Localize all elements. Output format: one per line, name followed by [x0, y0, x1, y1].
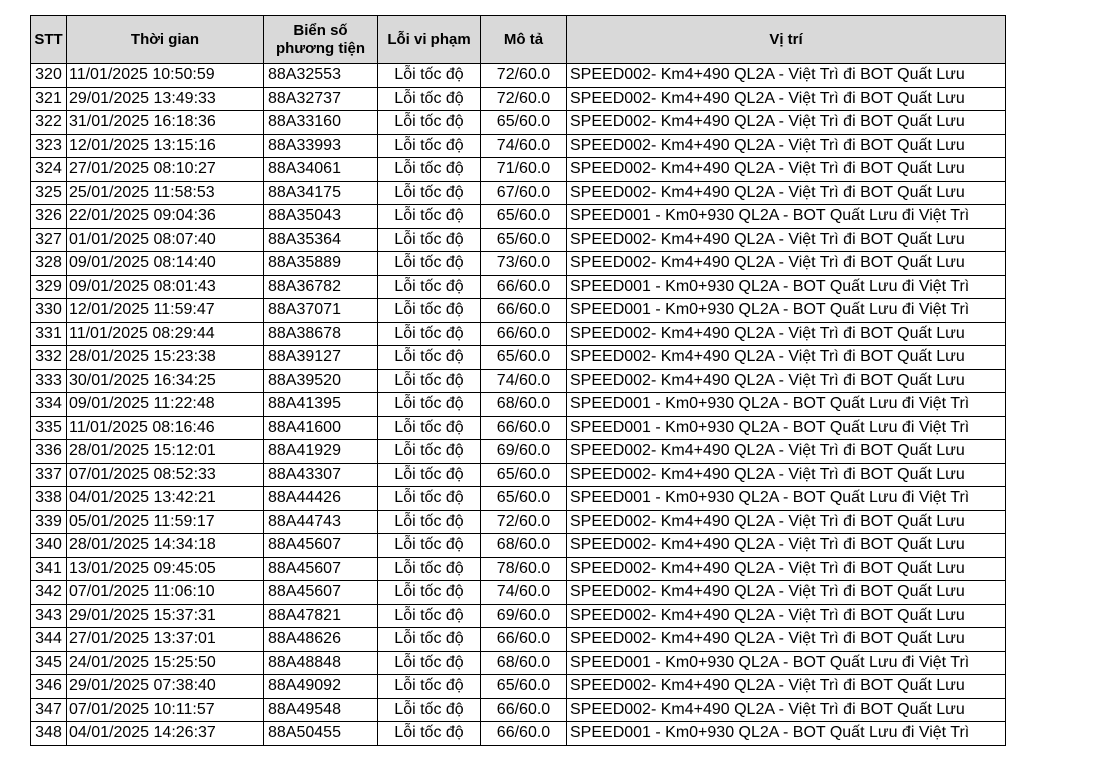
- cell-time: 29/01/2025 15:37:31: [67, 604, 264, 628]
- cell-stt: 339: [31, 510, 67, 534]
- cell-location: SPEED001 - Km0+930 QL2A - BOT Quất Lưu đi Việt Trì: [567, 299, 1006, 323]
- table-row: [31, 346, 1006, 370]
- cell-desc: 65/60.0: [481, 463, 567, 487]
- table-row: [31, 299, 1006, 323]
- cell-location: SPEED001 - Km0+930 QL2A - BOT Quất Lưu đi Việt Trì: [567, 275, 1006, 299]
- cell-location: SPEED002- Km4+490 QL2A - Việt Trì đi BOT Quất Lưu: [567, 64, 1006, 88]
- cell-plate: 88A36782: [264, 275, 378, 299]
- cell-error: Lỗi tốc độ: [378, 416, 481, 440]
- cell-location: SPEED002- Km4+490 QL2A - Việt Trì đi BOT Quất Lưu: [567, 440, 1006, 464]
- cell-time: 12/01/2025 13:15:16: [67, 134, 264, 158]
- cell-time: 29/01/2025 13:49:33: [67, 87, 264, 111]
- cell-stt: 324: [31, 158, 67, 182]
- cell-error: Lỗi tốc độ: [378, 181, 481, 205]
- cell-desc: 74/60.0: [481, 134, 567, 158]
- cell-stt: 345: [31, 651, 67, 675]
- cell-stt: 323: [31, 134, 67, 158]
- cell-error: Lỗi tốc độ: [378, 275, 481, 299]
- table-row: [31, 651, 1006, 675]
- cell-time: 30/01/2025 16:34:25: [67, 369, 264, 393]
- cell-plate: 88A45607: [264, 534, 378, 558]
- cell-error: Lỗi tốc độ: [378, 87, 481, 111]
- cell-error: Lỗi tốc độ: [378, 651, 481, 675]
- header-location: Vị trí: [567, 16, 1006, 64]
- cell-location: SPEED002- Km4+490 QL2A - Việt Trì đi BOT Quất Lưu: [567, 111, 1006, 135]
- cell-desc: 69/60.0: [481, 604, 567, 628]
- cell-error: Lỗi tốc độ: [378, 628, 481, 652]
- cell-time: 25/01/2025 11:58:53: [67, 181, 264, 205]
- cell-stt: 333: [31, 369, 67, 393]
- cell-time: 07/01/2025 10:11:57: [67, 698, 264, 722]
- table-row: [31, 487, 1006, 511]
- cell-desc: 71/60.0: [481, 158, 567, 182]
- cell-time: 13/01/2025 09:45:05: [67, 557, 264, 581]
- cell-time: 07/01/2025 08:52:33: [67, 463, 264, 487]
- cell-error: Lỗi tốc độ: [378, 581, 481, 605]
- cell-stt: 320: [31, 64, 67, 88]
- cell-desc: 66/60.0: [481, 299, 567, 323]
- table-row: [31, 722, 1006, 746]
- table-row: [31, 64, 1006, 88]
- header-error: Lỗi vi phạm: [378, 16, 481, 64]
- cell-stt: 336: [31, 440, 67, 464]
- table-row: [31, 463, 1006, 487]
- cell-location: SPEED002- Km4+490 QL2A - Việt Trì đi BOT Quất Lưu: [567, 369, 1006, 393]
- cell-plate: 88A39520: [264, 369, 378, 393]
- cell-location: SPEED002- Km4+490 QL2A - Việt Trì đi BOT Quất Lưu: [567, 252, 1006, 276]
- cell-plate: 88A48626: [264, 628, 378, 652]
- header-desc: Mô tả: [481, 16, 567, 64]
- cell-error: Lỗi tốc độ: [378, 463, 481, 487]
- cell-desc: 65/60.0: [481, 205, 567, 229]
- table-row: [31, 440, 1006, 464]
- cell-desc: 66/60.0: [481, 698, 567, 722]
- cell-time: 28/01/2025 14:34:18: [67, 534, 264, 558]
- cell-desc: 65/60.0: [481, 487, 567, 511]
- cell-location: SPEED002- Km4+490 QL2A - Việt Trì đi BOT Quất Lưu: [567, 87, 1006, 111]
- cell-location: SPEED001 - Km0+930 QL2A - BOT Quất Lưu đi Việt Trì: [567, 722, 1006, 746]
- table-row: [31, 510, 1006, 534]
- cell-time: 04/01/2025 13:42:21: [67, 487, 264, 511]
- cell-stt: 325: [31, 181, 67, 205]
- cell-plate: 88A37071: [264, 299, 378, 323]
- cell-plate: 88A49092: [264, 675, 378, 699]
- cell-stt: 327: [31, 228, 67, 252]
- cell-plate: 88A35364: [264, 228, 378, 252]
- cell-location: SPEED002- Km4+490 QL2A - Việt Trì đi BOT Quất Lưu: [567, 181, 1006, 205]
- cell-location: SPEED001 - Km0+930 QL2A - BOT Quất Lưu đi Việt Trì: [567, 205, 1006, 229]
- cell-time: 27/01/2025 13:37:01: [67, 628, 264, 652]
- cell-plate: 88A41600: [264, 416, 378, 440]
- cell-time: 01/01/2025 08:07:40: [67, 228, 264, 252]
- cell-plate: 88A44743: [264, 510, 378, 534]
- cell-plate: 88A45607: [264, 557, 378, 581]
- table-row: [31, 604, 1006, 628]
- cell-location: SPEED002- Km4+490 QL2A - Việt Trì đi BOT Quất Lưu: [567, 534, 1006, 558]
- cell-time: 12/01/2025 11:59:47: [67, 299, 264, 323]
- table-row: [31, 205, 1006, 229]
- cell-plate: 88A43307: [264, 463, 378, 487]
- cell-stt: 344: [31, 628, 67, 652]
- cell-stt: 329: [31, 275, 67, 299]
- cell-stt: 331: [31, 322, 67, 346]
- cell-error: Lỗi tốc độ: [378, 299, 481, 323]
- cell-time: 11/01/2025 08:16:46: [67, 416, 264, 440]
- violation-sheet: [30, 15, 1006, 746]
- cell-time: 04/01/2025 14:26:37: [67, 722, 264, 746]
- cell-stt: 335: [31, 416, 67, 440]
- cell-error: Lỗi tốc độ: [378, 698, 481, 722]
- cell-desc: 74/60.0: [481, 581, 567, 605]
- cell-plate: 88A35043: [264, 205, 378, 229]
- header-plate: [264, 16, 378, 64]
- cell-stt: 347: [31, 698, 67, 722]
- cell-time: 31/01/2025 16:18:36: [67, 111, 264, 135]
- cell-location: SPEED001 - Km0+930 QL2A - BOT Quất Lưu đi Việt Trì: [567, 651, 1006, 675]
- cell-plate: 88A41395: [264, 393, 378, 417]
- cell-stt: 330: [31, 299, 67, 323]
- cell-stt: 338: [31, 487, 67, 511]
- cell-stt: 341: [31, 557, 67, 581]
- header-plate-line2: phương tiện: [275, 39, 365, 57]
- table-row: [31, 534, 1006, 558]
- cell-plate: 88A38678: [264, 322, 378, 346]
- table-row: [31, 416, 1006, 440]
- cell-error: Lỗi tốc độ: [378, 487, 481, 511]
- cell-plate: 88A32737: [264, 87, 378, 111]
- cell-desc: 68/60.0: [481, 393, 567, 417]
- table-row: [31, 134, 1006, 158]
- cell-time: 09/01/2025 11:22:48: [67, 393, 264, 417]
- cell-error: Lỗi tốc độ: [378, 322, 481, 346]
- cell-plate: 88A50455: [264, 722, 378, 746]
- cell-plate: 88A33993: [264, 134, 378, 158]
- cell-plate: 88A34175: [264, 181, 378, 205]
- cell-time: 22/01/2025 09:04:36: [67, 205, 264, 229]
- cell-time: 28/01/2025 15:12:01: [67, 440, 264, 464]
- cell-error: Lỗi tốc độ: [378, 557, 481, 581]
- cell-location: SPEED002- Km4+490 QL2A - Việt Trì đi BOT Quất Lưu: [567, 557, 1006, 581]
- cell-plate: 88A44426: [264, 487, 378, 511]
- cell-stt: 328: [31, 252, 67, 276]
- table-body: [31, 64, 1006, 746]
- cell-desc: 66/60.0: [481, 416, 567, 440]
- cell-error: Lỗi tốc độ: [378, 64, 481, 88]
- cell-stt: 340: [31, 534, 67, 558]
- cell-stt: 334: [31, 393, 67, 417]
- cell-location: SPEED002- Km4+490 QL2A - Việt Trì đi BOT Quất Lưu: [567, 346, 1006, 370]
- cell-time: 11/01/2025 10:50:59: [67, 64, 264, 88]
- cell-location: SPEED002- Km4+490 QL2A - Việt Trì đi BOT Quất Lưu: [567, 628, 1006, 652]
- header-row: [31, 16, 1006, 64]
- cell-location: SPEED002- Km4+490 QL2A - Việt Trì đi BOT Quất Lưu: [567, 463, 1006, 487]
- cell-desc: 72/60.0: [481, 87, 567, 111]
- header-plate-line1: Biển số: [293, 21, 348, 39]
- cell-location: SPEED002- Km4+490 QL2A - Việt Trì đi BOT Quất Lưu: [567, 510, 1006, 534]
- cell-stt: 342: [31, 581, 67, 605]
- cell-desc: 69/60.0: [481, 440, 567, 464]
- table-row: [31, 228, 1006, 252]
- cell-error: Lỗi tốc độ: [378, 134, 481, 158]
- table-row: [31, 557, 1006, 581]
- cell-plate: 88A47821: [264, 604, 378, 628]
- cell-location: SPEED002- Km4+490 QL2A - Việt Trì đi BOT Quất Lưu: [567, 604, 1006, 628]
- cell-desc: 68/60.0: [481, 651, 567, 675]
- table-row: [31, 158, 1006, 182]
- table-row: [31, 369, 1006, 393]
- cell-desc: 68/60.0: [481, 534, 567, 558]
- cell-desc: 74/60.0: [481, 369, 567, 393]
- cell-desc: 65/60.0: [481, 111, 567, 135]
- cell-error: Lỗi tốc độ: [378, 252, 481, 276]
- cell-error: Lỗi tốc độ: [378, 228, 481, 252]
- cell-location: SPEED001 - Km0+930 QL2A - BOT Quất Lưu đi Việt Trì: [567, 487, 1006, 511]
- cell-time: 24/01/2025 15:25:50: [67, 651, 264, 675]
- table-row: [31, 275, 1006, 299]
- cell-plate: 88A35889: [264, 252, 378, 276]
- cell-location: SPEED002- Km4+490 QL2A - Việt Trì đi BOT Quất Lưu: [567, 675, 1006, 699]
- cell-location: SPEED002- Km4+490 QL2A - Việt Trì đi BOT Quất Lưu: [567, 322, 1006, 346]
- cell-plate: 88A39127: [264, 346, 378, 370]
- cell-error: Lỗi tốc độ: [378, 205, 481, 229]
- cell-time: 28/01/2025 15:23:38: [67, 346, 264, 370]
- cell-plate: 88A32553: [264, 64, 378, 88]
- cell-desc: 65/60.0: [481, 675, 567, 699]
- cell-location: SPEED001 - Km0+930 QL2A - BOT Quất Lưu đi Việt Trì: [567, 393, 1006, 417]
- cell-location: SPEED002- Km4+490 QL2A - Việt Trì đi BOT Quất Lưu: [567, 228, 1006, 252]
- table-row: [31, 181, 1006, 205]
- table-row: [31, 252, 1006, 276]
- cell-plate: 88A41929: [264, 440, 378, 464]
- cell-location: SPEED002- Km4+490 QL2A - Việt Trì đi BOT Quất Lưu: [567, 134, 1006, 158]
- table-row: [31, 581, 1006, 605]
- cell-stt: 337: [31, 463, 67, 487]
- cell-location: SPEED002- Km4+490 QL2A - Việt Trì đi BOT Quất Lưu: [567, 581, 1006, 605]
- cell-desc: 65/60.0: [481, 346, 567, 370]
- cell-error: Lỗi tốc độ: [378, 534, 481, 558]
- cell-error: Lỗi tốc độ: [378, 510, 481, 534]
- cell-time: 11/01/2025 08:29:44: [67, 322, 264, 346]
- table-row: [31, 87, 1006, 111]
- cell-error: Lỗi tốc độ: [378, 369, 481, 393]
- cell-stt: 348: [31, 722, 67, 746]
- cell-stt: 322: [31, 111, 67, 135]
- cell-time: 09/01/2025 08:01:43: [67, 275, 264, 299]
- cell-stt: 321: [31, 87, 67, 111]
- violation-table: [30, 15, 1006, 746]
- header-time: Thời gian: [67, 16, 264, 64]
- cell-plate: 88A45607: [264, 581, 378, 605]
- cell-stt: 343: [31, 604, 67, 628]
- table-row: [31, 111, 1006, 135]
- cell-desc: 66/60.0: [481, 628, 567, 652]
- cell-desc: 66/60.0: [481, 722, 567, 746]
- cell-desc: 65/60.0: [481, 228, 567, 252]
- cell-stt: 346: [31, 675, 67, 699]
- cell-desc: 66/60.0: [481, 275, 567, 299]
- table-row: [31, 322, 1006, 346]
- cell-desc: 72/60.0: [481, 510, 567, 534]
- table-row: [31, 393, 1006, 417]
- cell-error: Lỗi tốc độ: [378, 346, 481, 370]
- cell-error: Lỗi tốc độ: [378, 158, 481, 182]
- cell-desc: 73/60.0: [481, 252, 567, 276]
- cell-plate: 88A48848: [264, 651, 378, 675]
- cell-error: Lỗi tốc độ: [378, 722, 481, 746]
- cell-location: SPEED002- Km4+490 QL2A - Việt Trì đi BOT Quất Lưu: [567, 158, 1006, 182]
- cell-location: SPEED002- Km4+490 QL2A - Việt Trì đi BOT Quất Lưu: [567, 698, 1006, 722]
- cell-time: 07/01/2025 11:06:10: [67, 581, 264, 605]
- cell-stt: 326: [31, 205, 67, 229]
- cell-location: SPEED001 - Km0+930 QL2A - BOT Quất Lưu đi Việt Trì: [567, 416, 1006, 440]
- cell-plate: 88A49548: [264, 698, 378, 722]
- cell-stt: 332: [31, 346, 67, 370]
- cell-plate: 88A33160: [264, 111, 378, 135]
- table-row: [31, 628, 1006, 652]
- header-stt: STT: [31, 16, 67, 64]
- cell-error: Lỗi tốc độ: [378, 675, 481, 699]
- table-row: [31, 675, 1006, 699]
- cell-error: Lỗi tốc độ: [378, 393, 481, 417]
- cell-desc: 78/60.0: [481, 557, 567, 581]
- cell-time: 05/01/2025 11:59:17: [67, 510, 264, 534]
- cell-time: 09/01/2025 08:14:40: [67, 252, 264, 276]
- cell-error: Lỗi tốc độ: [378, 440, 481, 464]
- cell-error: Lỗi tốc độ: [378, 604, 481, 628]
- table-row: [31, 698, 1006, 722]
- cell-time: 27/01/2025 08:10:27: [67, 158, 264, 182]
- cell-desc: 72/60.0: [481, 64, 567, 88]
- cell-desc: 66/60.0: [481, 322, 567, 346]
- cell-error: Lỗi tốc độ: [378, 111, 481, 135]
- cell-time: 29/01/2025 07:38:40: [67, 675, 264, 699]
- cell-desc: 67/60.0: [481, 181, 567, 205]
- cell-plate: 88A34061: [264, 158, 378, 182]
